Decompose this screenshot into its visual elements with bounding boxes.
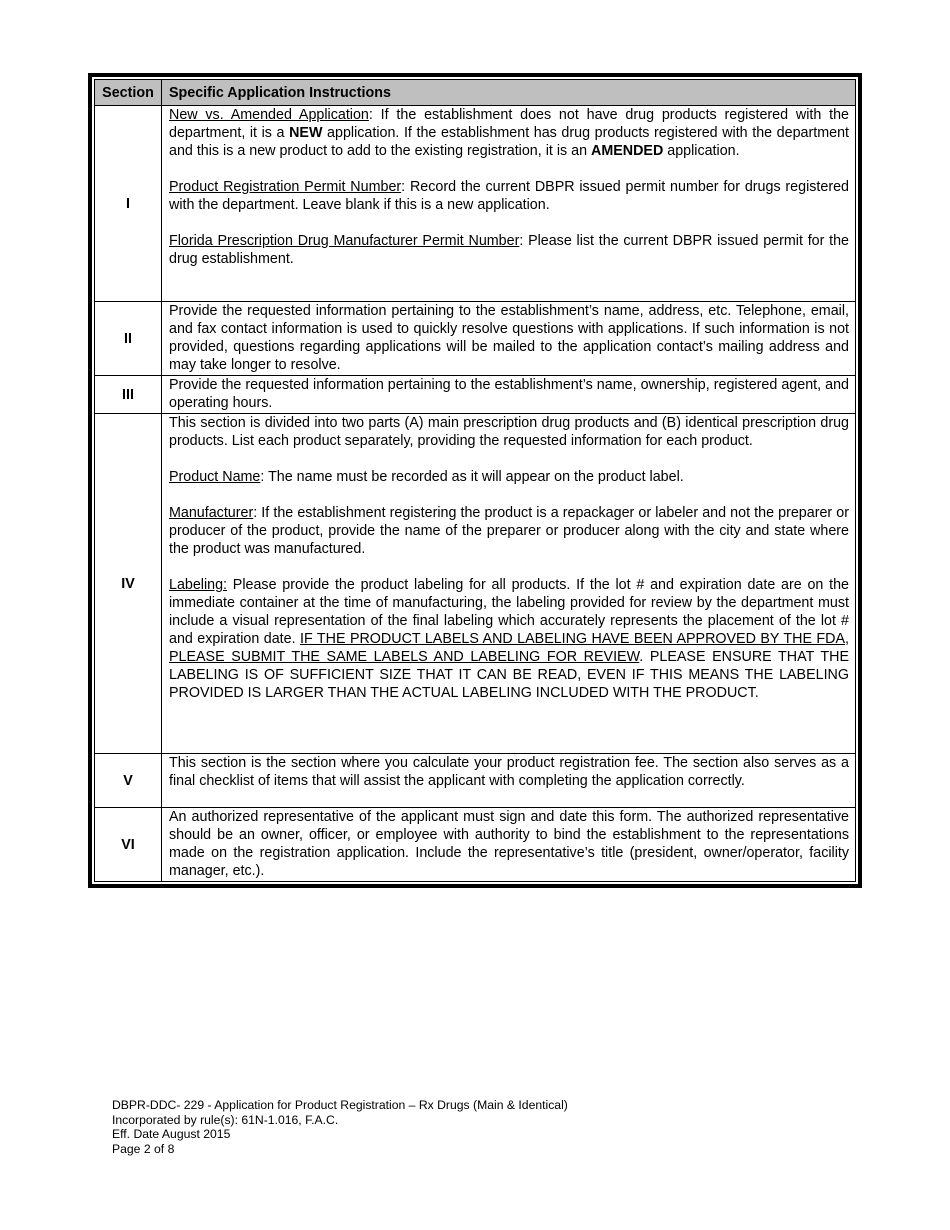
text: Please provide the product labeling for all products. If the lot # and expiration date are on the immediate container at the time of manufacturing, the labeling provided for review by the department must include a visual representation of the final labeling which accurately represents the placement of the lot # and expiration date. xyxy=(169,577,849,647)
section-instructions xyxy=(162,808,856,882)
instructions-column-header: Specific Application Instructions xyxy=(162,80,856,106)
table-row xyxy=(95,376,856,414)
text: application. If the establishment has drug products registered with the department and this is a new product to add to the existing registration, it is an xyxy=(169,125,850,159)
table-header-row xyxy=(95,80,856,106)
section-number: V xyxy=(95,754,162,808)
section-number: II xyxy=(95,302,162,376)
emphasis: IF THE PRODUCT LABELS AND LABELING HAVE BEEN APPROVED BY THE FDA, PLEASE SUBMIT THE SAME LABELS AND LABELING FOR REVIEW xyxy=(169,631,849,665)
field-label: Manufacturer xyxy=(169,505,254,521)
section-instructions xyxy=(162,106,856,302)
section-number: I xyxy=(95,106,162,302)
section-column-header: Section xyxy=(95,80,162,106)
text: . PLEASE ENSURE THAT THE LABELING IS OF SUFFICIENT SIZE THAT IT CAN BE READ, EVEN IF THIS MEANS THE LABELING PROVIDED IS LARGER THAN THE ACTUAL LABELING INCLUDED WITH THE PRODUCT. xyxy=(169,649,849,701)
table-row xyxy=(95,808,856,882)
table-row xyxy=(95,106,856,302)
effective-date: Eff. Date August 2015 xyxy=(112,1127,231,1142)
section-number: III xyxy=(95,376,162,414)
text: : Record the current DBPR issued permit number for drugs registered with the department. Leave blank if this is a new application. xyxy=(169,179,849,213)
text: application. xyxy=(663,143,740,159)
page-footer xyxy=(112,1098,568,1156)
text: : If the establishment registering the product is a repackager or labeler and not the preparer or producer of the product, provide the name of the preparer or producer along with the city and state where the product was manufactured. xyxy=(169,505,849,557)
form-title: DBPR-DDC- 229 - Application for Product Registration – Rx Drugs (Main & Identical) xyxy=(112,1098,568,1112)
paragraph xyxy=(169,106,849,160)
table-row xyxy=(95,754,856,808)
paragraph: This section is divided into two parts (A) main prescription drug products and (B) identical prescription drug products. List each product separately, providing the requested information for each product. xyxy=(169,415,849,449)
instructions-table-frame xyxy=(88,73,862,888)
paragraph: An authorized representative of the applicant must sign and date this form. The authorized representative should be an owner, officer, or employee with authority to bind the establishment to the representations made on the registration application. Include the representative’s title (president, owner/operator, facility manager, etc.). xyxy=(169,809,849,879)
paragraph xyxy=(169,178,849,214)
paragraph: This section is the section where you calculate your product registration fee. The section also serves as a final checklist of items that will assist the applicant with completing the application correctly. xyxy=(169,755,849,789)
section-instructions xyxy=(162,376,856,414)
paragraph: Provide the requested information pertaining to the establishment’s name, ownership, registered agent, and operating hours. xyxy=(169,377,849,411)
table-row xyxy=(95,414,856,754)
field-label: Labeling: xyxy=(169,577,228,593)
text: : The name must be recorded as it will appear on the product label. xyxy=(260,469,684,485)
paragraph xyxy=(169,576,849,702)
table-row xyxy=(95,302,856,376)
field-label: Product Name xyxy=(169,469,261,485)
paragraph xyxy=(169,232,849,268)
field-label: New vs. Amended Application xyxy=(169,107,369,123)
section-number: IV xyxy=(95,414,162,754)
text: : Please list the current DBPR issued permit for the drug establishment. xyxy=(169,233,850,267)
section-number: VI xyxy=(95,808,162,882)
rule-reference: Incorporated by rule(s): 61N-1.016, F.A.C. xyxy=(112,1112,339,1127)
emphasis: NEW xyxy=(289,125,323,141)
section-instructions xyxy=(162,302,856,376)
section-instructions xyxy=(162,754,856,808)
paragraph xyxy=(169,504,849,558)
paragraph: Provide the requested information pertaining to the establishment’s name, address, etc. Telephone, email, and fax contact information is used to quickly resolve questions with applications. If such information is not provided, questions regarding applications will be mailed to the application contact’s mailing address and may take longer to resolve. xyxy=(169,303,849,373)
emphasis: AMENDED xyxy=(591,143,664,159)
page-number: Page 2 of 8 xyxy=(112,1141,175,1156)
field-label: Florida Prescription Drug Manufacturer Permit Number xyxy=(169,233,520,249)
section-instructions xyxy=(162,414,856,754)
instructions-table xyxy=(94,79,856,882)
field-label: Product Registration Permit Number xyxy=(169,179,402,195)
text: : If the establishment does not have drug products registered with the department, it is a xyxy=(169,107,849,141)
paragraph xyxy=(169,468,849,486)
